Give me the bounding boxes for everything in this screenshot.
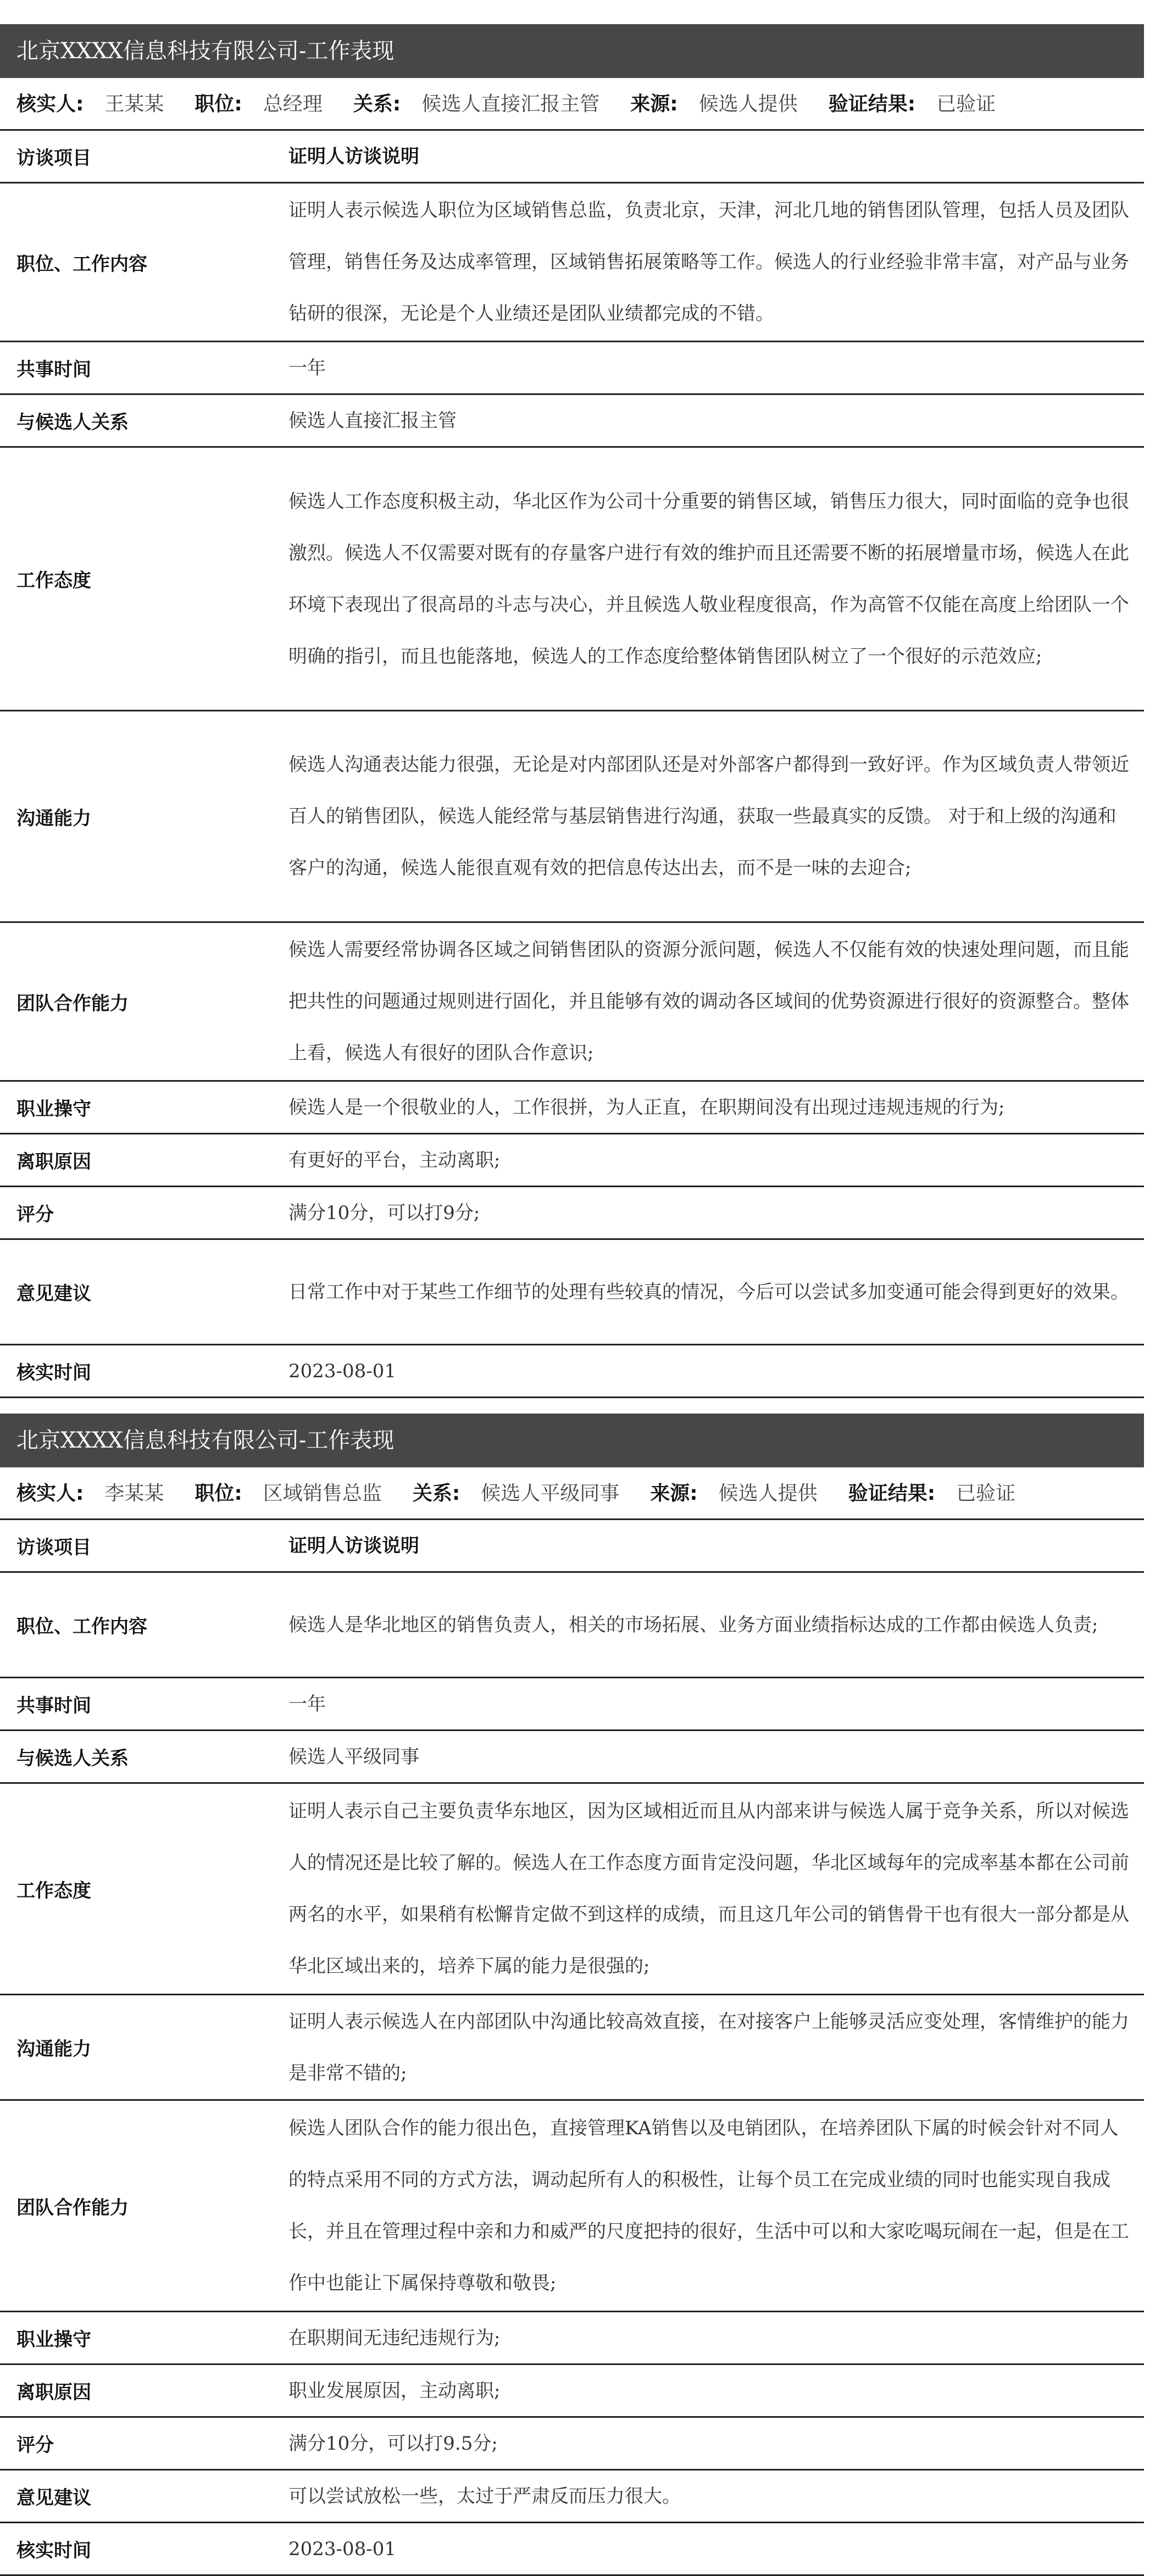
table-row	[0, 183, 1144, 342]
row-text: 候选人需要经常协调各区域之间销售团队的资源分派问题，候选人不仅能有效的快速处理问题，而且能把共性的问题通过规则进行固化，并且能够有效的调动各区域间的优势资源进行很好的资源整合。整体上看，候选人有很好的团队合作意识;	[288, 939, 1129, 1064]
table-row	[0, 448, 1144, 711]
relation-value: 候选人直接汇报主管	[421, 93, 600, 115]
result-value: 已验证	[956, 1482, 1016, 1505]
table-row	[0, 395, 1144, 448]
table-row	[0, 1345, 1144, 1398]
row-label: 意见建议	[16, 2487, 91, 2509]
row-text: 在职期间无违纪违规行为;	[288, 2327, 501, 2349]
table-row	[0, 711, 1144, 923]
report-title: 北京XXXX信息科技有限公司-工作表现	[0, 1414, 1144, 1467]
row-label: 职业操守	[16, 1098, 91, 1120]
result-label: 验证结果:	[828, 93, 916, 115]
relation-value: 候选人平级同事	[481, 1482, 620, 1505]
verifier-info-bar	[0, 78, 1144, 131]
row-label: 共事时间	[16, 359, 91, 381]
table-header-row	[0, 131, 1144, 183]
row-label: 工作态度	[16, 1879, 91, 1902]
row-label: 核实时间	[16, 1362, 91, 1384]
verifier-value: 李某某	[104, 1482, 164, 1505]
row-text: 一年	[288, 357, 326, 379]
table-row	[0, 1082, 1144, 1134]
table-row	[0, 1240, 1144, 1345]
row-text: 职业发展原因，主动离职;	[288, 2379, 501, 2402]
table-row	[0, 1187, 1144, 1240]
row-text: 证明人表示候选人职位为区域销售总监，负责北京，天津，河北几地的销售团队管理，包括人员及团队管理，销售任务及达成率管理，区域销售拓展策略等工作。候选人的行业经验非常丰富，对产品与业务钻研的很深，无论是个人业绩还是团队业绩都完成的不错。	[288, 199, 1129, 325]
position-label: 职位:	[195, 1482, 242, 1505]
position-value: 区域销售总监	[263, 1482, 382, 1505]
row-text: 2023-08-01	[288, 1360, 397, 1382]
row-text: 证明人表示自己主要负责华东地区，因为区域相近而且从内部来讲与候选人属于竞争关系，所以对候选人的情况还是比较了解的。候选人在工作态度方面肯定没问题，华北区域每年的完成率基本都在公司前两名的水平，如果稍有松懈肯定做不到这样的成绩，而且这几年公司的销售骨干也有很大一部分都是从华北区域出来的，培养下属的能力是很强的;	[288, 1800, 1129, 1977]
row-text: 有更好的平台，主动离职;	[288, 1149, 501, 1171]
position-label: 职位:	[195, 93, 242, 115]
row-label: 团队合作能力	[16, 2196, 129, 2219]
row-label: 沟通能力	[16, 807, 91, 830]
table-row	[0, 1573, 1144, 1678]
row-label: 与候选人关系	[16, 1748, 129, 1770]
row-text: 候选人沟通表达能力很强，无论是对内部团队还是对外部客户都得到一致好评。作为区域负责人带领近百人的销售团队，候选人能经常与基层销售进行沟通，获取一些最真实的反馈。 对于和上级的沟通和客户的沟通，候选人能很直观有效的把信息传达出去，而不是一味的去迎合;	[288, 754, 1129, 879]
row-text: 证明人表示候选人在内部团队中沟通比较高效直接，在对接客户上能够灵活应变处理，客情维护的能力是非常不错的;	[288, 2010, 1129, 2084]
column-header-item: 访谈项目	[16, 147, 91, 169]
row-text: 候选人团队合作的能力很出色，直接管理KA销售以及电销团队，在培养团队下属的时候会针对不同人的特点采用不同的方式方法，调动起所有人的积极性，让每个员工在完成业绩的同时也能实现自我成长，并且在管理过程中亲和力和威严的尺度把持的很好，生活中可以和大家吃喝玩闹在一起，但是在工作中也能让下属保持尊敬和敬畏;	[288, 2117, 1129, 2294]
row-text: 候选人平级同事	[288, 1745, 419, 1768]
work-performance-report-1	[0, 24, 1144, 1398]
work-performance-report-2	[0, 1414, 1144, 2576]
table-row	[0, 2101, 1144, 2312]
source-value: 候选人提供	[698, 93, 798, 115]
relation-label: 关系:	[412, 1482, 460, 1505]
row-text: 可以尝试放松一些，太过于严肃反而压力很大。	[288, 2485, 681, 2507]
table-row	[0, 923, 1144, 1082]
row-text: 日常工作中对于某些工作细节的处理有些较真的情况，今后可以尝试多加变通可能会得到更好的效果。	[288, 1281, 1129, 1303]
row-text: 满分10分，可以打9分;	[288, 1201, 480, 1224]
verifier-value: 王某某	[104, 93, 164, 115]
column-header-desc: 证明人访谈说明	[288, 1534, 419, 1557]
result-label: 验证结果:	[848, 1482, 936, 1505]
table-header-row	[0, 1520, 1144, 1573]
row-text: 2023-08-01	[288, 2538, 397, 2560]
table-row	[0, 1731, 1144, 1784]
row-label: 职业操守	[16, 2329, 91, 2351]
table-row	[0, 2471, 1144, 2523]
verifier-info-bar	[0, 1467, 1144, 1520]
row-text: 候选人是一个很敬业的人，工作很拼，为人正直，在职期间没有出现过违规违规的行为;	[288, 1096, 1005, 1119]
table-row	[0, 1784, 1144, 1995]
row-label: 离职原因	[16, 2382, 91, 2403]
row-text: 候选人是华北地区的销售负责人，相关的市场拓展、业务方面业绩指标达成的工作都由候选人负责;	[288, 1614, 1098, 1636]
table-row	[0, 342, 1144, 395]
row-label: 评分	[16, 1204, 54, 1226]
row-text: 候选人工作态度积极主动，华北区作为公司十分重要的销售区域，销售压力很大，同时面临的竞争也很激烈。候选人不仅需要对既有的存量客户进行有效的维护而且还需要不断的拓展增量市场，候选人在此环境下表现出了很高昂的斗志与决心，并且候选人敬业程度很高，作为高管不仅能在高度上给团队一个明确的指引，而且也能落地，候选人的工作态度给整体销售团队树立了一个很好的示范效应;	[288, 490, 1129, 667]
table-row	[0, 1678, 1144, 1731]
row-label: 沟通能力	[16, 2038, 91, 2060]
row-label: 评分	[16, 2434, 54, 2456]
relation-label: 关系:	[353, 93, 401, 115]
source-label: 来源:	[650, 1482, 698, 1505]
row-label: 职位、工作内容	[16, 253, 147, 275]
row-text: 候选人直接汇报主管	[288, 409, 457, 432]
row-label: 工作态度	[16, 570, 91, 592]
source-value: 候选人提供	[718, 1482, 818, 1505]
row-label: 核实时间	[16, 2540, 91, 2562]
row-label: 共事时间	[16, 1695, 91, 1717]
row-label: 意见建议	[16, 1283, 91, 1305]
source-label: 来源:	[630, 93, 678, 115]
column-header-item: 访谈项目	[16, 1537, 91, 1559]
row-label: 团队合作能力	[16, 992, 129, 1015]
column-header-desc: 证明人访谈说明	[288, 145, 419, 168]
verifier-label: 核实人:	[16, 1482, 84, 1505]
table-row	[0, 2365, 1144, 2418]
verifier-label: 核实人:	[16, 93, 84, 115]
table-row	[0, 2523, 1144, 2576]
row-label: 离职原因	[16, 1151, 91, 1173]
table-row	[0, 1995, 1144, 2101]
table-row	[0, 1134, 1144, 1187]
table-row	[0, 2418, 1144, 2471]
row-label: 与候选人关系	[16, 411, 129, 433]
row-text: 一年	[288, 1693, 326, 1715]
position-value: 总经理	[263, 93, 323, 115]
table-row	[0, 2312, 1144, 2365]
report-title: 北京XXXX信息科技有限公司-工作表现	[0, 24, 1144, 78]
result-value: 已验证	[936, 93, 996, 115]
row-label: 职位、工作内容	[16, 1616, 147, 1638]
row-text: 满分10分，可以打9.5分;	[288, 2432, 498, 2455]
